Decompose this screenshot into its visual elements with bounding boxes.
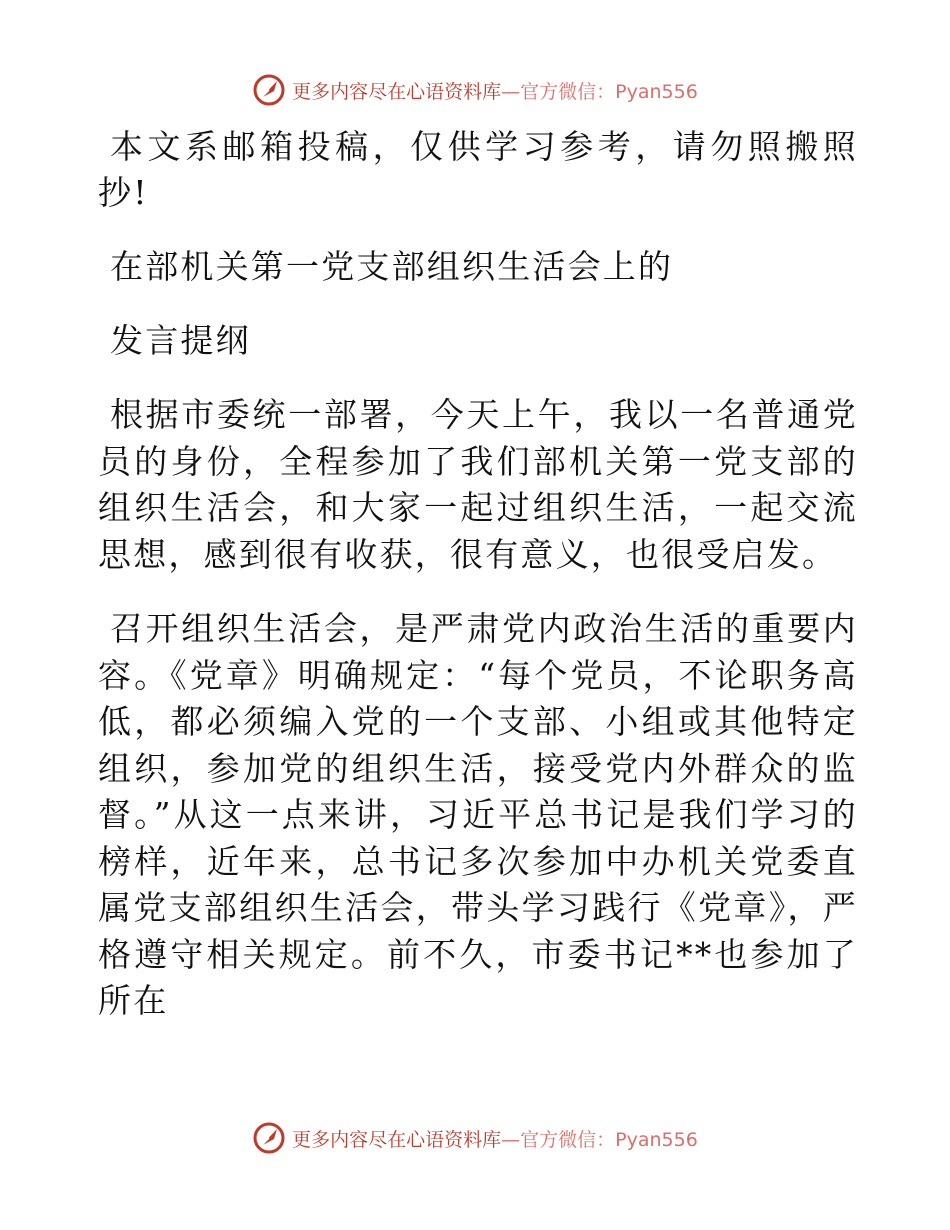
watermark-text: 更多内容尽在心语资料库—官方微信：Pyan556 [292, 80, 698, 103]
body-paragraph: 召开组织生活会，是严肃党内政治生活的重要内容。《党章》明确规定：“每个党员，不论职务高低，都必须编入党的一个支部、小组或其他特定组织，参加党的组织生活，接受党内外群众的监督。”从这一点来讲，习近平总书记是我们学习的榜样，近年来，总书记多次参加中办机关党委直属党支部组织生活会，带头学习践行《党章》，严格遵守相关规定。前不久，市委书记**也参加了所在 [98, 609, 858, 1020]
document-body [98, 124, 858, 1025]
document-title-line1: 在部机关第一党支部组织生活会上的 [110, 247, 674, 286]
watermark-header [0, 70, 950, 110]
document-title-line2: 发言提纲 [110, 321, 251, 360]
quill-logo-icon [252, 1121, 286, 1155]
watermark-footer [0, 1118, 950, 1158]
watermark-text: 更多内容尽在心语资料库—官方微信：Pyan556 [292, 1128, 698, 1151]
body-paragraph: 根据市委统一部署，今天上午，我以一名普通党员的身份，全程参加了我们部机关第一党支部的组织生活会，和大家一起过组织生活，一起交流思想，感到很有收获，很有意义，也很受启发。 [98, 395, 858, 574]
notice-text: 本文系邮箱投稿，仅供学习参考，请勿照搬照抄! [98, 127, 858, 212]
quill-logo-icon [252, 73, 286, 107]
